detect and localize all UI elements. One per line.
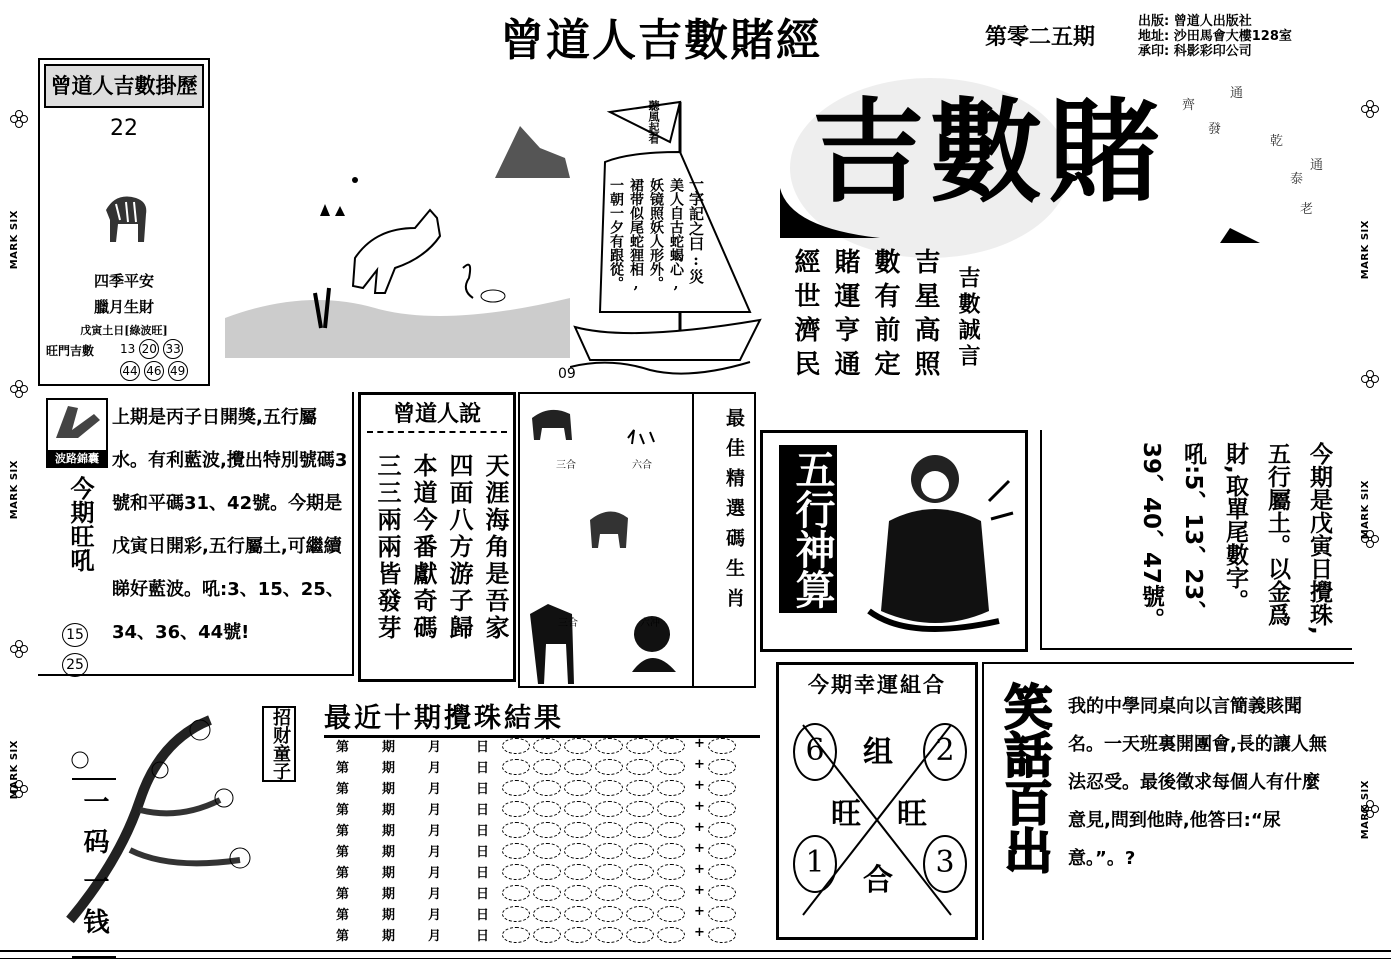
result-month: 月 — [428, 803, 442, 818]
result-ball-slot — [502, 822, 530, 838]
result-special-slot — [708, 885, 736, 901]
result-day: 日 — [476, 929, 490, 944]
result-ball-slot — [595, 864, 623, 880]
joke-title: 笑話百出 — [996, 682, 1052, 874]
this-issue-box — [1040, 430, 1352, 650]
result-ball-slot — [626, 801, 654, 817]
zeng-column: 本道今番獻奇碼 — [409, 453, 438, 642]
result-issue: 第 — [336, 761, 350, 776]
tiger-illustration — [96, 180, 156, 250]
result-ball-slot — [595, 759, 623, 775]
wave-text: 上期是丙子日開獎,五行屬水。有利藍波,攪出特別號碼3號和平碼31、42號。今期是戊寅日開彩,五行屬土,可繼續睇好藍波。吼:3、15、25、34、36、44號! — [112, 407, 348, 643]
result-ball-slot — [626, 738, 654, 754]
jishu-side-text: 吉數誠言 — [955, 266, 981, 370]
result-period: 期 — [382, 740, 396, 755]
result-issue: 第 — [336, 740, 350, 755]
result-ball-slot — [595, 801, 623, 817]
result-ball-slot — [657, 864, 685, 880]
scatter-char: 發 — [1208, 122, 1222, 137]
result-ball-slot — [564, 780, 592, 796]
result-day: 日 — [476, 824, 490, 839]
lucky-number: 44 — [120, 361, 140, 381]
combo-center-left: 旺 — [831, 797, 861, 832]
result-ball-slot — [564, 759, 592, 775]
joke-text: 我的中學同桌向以言簡義賅聞名。一天班裏開團會,長的讓人無法忍受。最後徵求每個人有什麼意見,問到他時,他答曰:“尿意。”。? — [1068, 696, 1327, 869]
paper-title: 曾道人吉數賭經 — [500, 15, 822, 66]
combo-number: 6 — [793, 723, 837, 781]
result-ball-slot — [595, 738, 623, 754]
result-ball-slot — [657, 885, 685, 901]
result-special-slot — [708, 906, 736, 922]
almanac-day: 22 — [110, 116, 138, 141]
result-period: 期 — [382, 803, 396, 818]
result-ball-slot — [564, 822, 592, 838]
lucky-combo-title: 今期幸運組合 — [808, 673, 946, 697]
side-label: MARK SIX — [9, 210, 20, 270]
side-label: MARK SIX — [9, 460, 20, 520]
scatter-char: 齊 — [1182, 98, 1196, 113]
result-plus: + — [694, 778, 705, 793]
result-ball-slot — [657, 927, 685, 943]
result-ball-slot — [502, 759, 530, 775]
wuxing-box — [760, 430, 1028, 652]
lucky-number: 49 — [168, 361, 188, 381]
almanac-title: 曾道人吉數掛歷 — [44, 64, 204, 108]
lucky-combo-box — [776, 662, 978, 940]
side-label: MARK SIX — [9, 740, 20, 800]
flower-icon — [10, 380, 28, 398]
result-month: 月 — [428, 761, 442, 776]
result-period: 期 — [382, 887, 396, 902]
page-number: 09 — [558, 366, 576, 382]
lucky-numbers — [120, 338, 210, 382]
result-day: 日 — [476, 740, 490, 755]
result-special-slot — [708, 759, 736, 775]
result-row — [336, 841, 756, 862]
address-label: 地址: — [1138, 29, 1170, 44]
banner-title: 吉數賭 — [812, 88, 1166, 218]
combo-center-right: 旺 — [897, 797, 927, 832]
zeng-column: 四面八方游子歸 — [445, 453, 474, 642]
result-ball-slot — [626, 885, 654, 901]
result-ball-slot — [564, 843, 592, 859]
lucky-number: 33 — [163, 339, 183, 359]
result-ball-slot — [533, 885, 561, 901]
result-row — [336, 925, 756, 946]
result-plus: + — [694, 736, 705, 751]
result-row — [336, 799, 756, 820]
result-plus: + — [694, 904, 705, 919]
title-underline — [367, 431, 507, 433]
boat-poem-line: 妖镜照妖人形外。 — [648, 178, 664, 290]
side-label: MARK SIX — [1360, 220, 1371, 280]
result-period: 期 — [382, 782, 396, 797]
result-ball-slot — [626, 906, 654, 922]
result-month: 月 — [428, 845, 442, 860]
combo-center-top: 组 — [863, 735, 893, 770]
zodiac-label: 三合 — [556, 460, 576, 471]
fox-landscape-illustration — [225, 118, 570, 358]
wave-lucky-box — [38, 392, 354, 676]
result-ball-slot — [564, 885, 592, 901]
result-ball-slot — [533, 843, 561, 859]
result-ball-slot — [564, 927, 592, 943]
result-issue: 第 — [336, 866, 350, 881]
result-ball-slot — [626, 780, 654, 796]
banner-scatter — [1160, 80, 1350, 220]
result-ball-slot — [502, 927, 530, 943]
this-issue-text: 今期是戊寅日攪珠,五行屬土。以金爲財,取單尾數字。吼:5、13、23、39、40、47號。 — [1138, 442, 1332, 635]
flower-icon — [10, 640, 28, 658]
result-ball-slot — [595, 927, 623, 943]
result-special-slot — [708, 843, 736, 859]
zodiac-box — [518, 392, 756, 688]
publisher-label: 出版: — [1138, 14, 1170, 29]
combo-center-bottom: 合 — [863, 863, 893, 898]
result-issue: 第 — [336, 929, 350, 944]
result-period: 期 — [382, 761, 396, 776]
result-month: 月 — [428, 866, 442, 881]
result-month: 月 — [428, 824, 442, 839]
result-special-slot — [708, 738, 736, 754]
result-ball-slot — [564, 864, 592, 880]
result-month: 月 — [428, 782, 442, 797]
combo-number: 2 — [923, 723, 967, 781]
result-ball-slot — [657, 843, 685, 859]
poem-column: 吉星高照 — [910, 248, 940, 384]
right-side-strip — [1357, 40, 1385, 950]
issue-number: 第零二五期 — [985, 25, 1096, 50]
result-ball-slot — [595, 822, 623, 838]
recent-results — [312, 696, 764, 946]
poem-column: 經世濟民 — [790, 248, 820, 384]
result-ball-slot — [502, 780, 530, 796]
publisher-name: 曾道人出版社 — [1173, 14, 1252, 29]
zodiac-label: 六合 — [632, 460, 652, 471]
zodiac-label: 六冲 — [640, 618, 660, 629]
result-ball-slot — [626, 864, 654, 880]
zeng-column: 天涯海角是吾家 — [481, 453, 510, 642]
flower-icon — [1361, 370, 1379, 388]
result-ball-slot — [533, 801, 561, 817]
result-ball-slot — [533, 864, 561, 880]
result-ball-slot — [595, 906, 623, 922]
result-ball-slot — [533, 780, 561, 796]
result-ball-slot — [595, 843, 623, 859]
left-side-strip — [6, 40, 34, 950]
result-special-slot — [708, 801, 736, 817]
wave-circled-number: 15 — [62, 623, 88, 647]
result-plus: + — [694, 820, 705, 835]
wuxing-title: 五行神算 — [779, 445, 837, 613]
result-plus: + — [694, 757, 705, 772]
side-label: MARK SIX — [1360, 480, 1371, 540]
result-ball-slot — [533, 738, 561, 754]
result-row — [336, 820, 756, 841]
bottom-rule — [0, 958, 1391, 959]
recent-title: 最近十期攪珠結果 — [324, 696, 760, 738]
result-month: 月 — [428, 740, 442, 755]
result-special-slot — [708, 864, 736, 880]
result-issue: 第 — [336, 845, 350, 860]
result-day: 日 — [476, 887, 490, 902]
result-period: 期 — [382, 908, 396, 923]
wave-badge-label: 波路錦囊 — [48, 450, 106, 466]
scatter-char: 通 — [1230, 86, 1244, 101]
result-ball-slot — [657, 759, 685, 775]
result-day: 日 — [476, 845, 490, 860]
almanac-box — [38, 58, 210, 386]
boat-poem-line: 一朝一夕有跟從。 — [608, 178, 624, 290]
result-special-slot — [708, 927, 736, 943]
zodiac-label: 三合 — [558, 618, 578, 629]
result-row — [336, 862, 756, 883]
result-month: 月 — [428, 929, 442, 944]
result-day: 日 — [476, 761, 490, 776]
lucky-number: 13 — [120, 342, 136, 356]
wave-circled — [62, 620, 88, 680]
result-month: 月 — [428, 908, 442, 923]
poem-column: 數有前定 — [870, 248, 900, 384]
result-ball-slot — [595, 885, 623, 901]
result-ball-slot — [502, 864, 530, 880]
boat-poem-line: 裙带似尾蛇狸相, — [628, 178, 644, 292]
lucky-label: 旺門吉數 — [46, 344, 95, 358]
result-ball-slot — [533, 927, 561, 943]
result-ball-slot — [533, 822, 561, 838]
result-ball-slot — [626, 927, 654, 943]
result-period: 期 — [382, 929, 396, 944]
result-plus: + — [694, 799, 705, 814]
zodiac-animals — [520, 394, 690, 686]
result-period: 期 — [382, 866, 396, 881]
result-ball-slot — [502, 885, 530, 901]
result-ball-slot — [502, 906, 530, 922]
coin-phrase: 一码一钱 — [72, 778, 116, 958]
lucky-number: 20 — [139, 339, 159, 359]
printer-name: 科影彩印公司 — [1173, 44, 1252, 59]
result-ball-slot — [657, 738, 685, 754]
result-special-slot — [708, 822, 736, 838]
flower-icon — [10, 780, 28, 798]
bottom-rule — [0, 950, 1391, 952]
result-ball-slot — [564, 738, 592, 754]
result-ball-slot — [657, 822, 685, 838]
result-plus: + — [694, 841, 705, 856]
result-ball-slot — [657, 906, 685, 922]
result-plus: + — [694, 883, 705, 898]
zodiac-divider — [692, 394, 694, 686]
zeng-says-title: 曾道人說 — [392, 402, 481, 427]
flower-icon — [1361, 800, 1379, 818]
result-day: 日 — [476, 803, 490, 818]
result-day: 日 — [476, 866, 490, 881]
result-ball-slot — [657, 780, 685, 796]
side-label: MARK SIX — [1360, 780, 1371, 840]
jishu-poem — [786, 248, 946, 418]
result-ball-slot — [502, 801, 530, 817]
result-ball-slot — [533, 759, 561, 775]
hand-icon — [48, 400, 106, 444]
zodiac-side-text: 最佳精選碼生肖 — [723, 408, 745, 618]
coin-child-label: 招财童子 — [262, 706, 296, 782]
result-row — [336, 904, 756, 925]
result-ball-slot — [533, 906, 561, 922]
zeng-column: 三三兩兩皆發芽 — [373, 453, 402, 642]
result-day: 日 — [476, 908, 490, 923]
combo-number: 3 — [923, 835, 967, 893]
result-plus: + — [694, 862, 705, 877]
result-ball-slot — [564, 906, 592, 922]
flower-icon — [10, 110, 28, 128]
wave-badge — [46, 398, 108, 468]
boat-flag-text: 聽風起看 — [647, 100, 660, 144]
result-ball-slot — [626, 843, 654, 859]
printer-label: 承印: — [1138, 44, 1170, 59]
result-month: 月 — [428, 887, 442, 902]
combo-number: 1 — [793, 835, 837, 893]
result-issue: 第 — [336, 824, 350, 839]
flower-icon — [1361, 530, 1379, 548]
scatter-char: 老 — [1300, 202, 1314, 217]
scatter-char: 泰 — [1290, 172, 1304, 187]
results-table — [336, 736, 756, 946]
address-value: 沙田馬會大樓128室 — [1173, 29, 1292, 44]
result-issue: 第 — [336, 887, 350, 902]
result-row — [336, 778, 756, 799]
result-ball-slot — [595, 780, 623, 796]
boat-poem-title: 一字記之曰:災 — [687, 176, 705, 284]
result-row — [336, 757, 756, 778]
flower-icon — [1361, 100, 1379, 118]
wave-circled-number: 25 — [62, 653, 88, 677]
wave-label: 今期旺吼 — [66, 476, 95, 572]
zeng-says-box — [358, 392, 516, 682]
result-day: 日 — [476, 782, 490, 797]
result-issue: 第 — [336, 803, 350, 818]
result-ball-slot — [502, 738, 530, 754]
result-issue: 第 — [336, 908, 350, 923]
result-ball-slot — [626, 759, 654, 775]
almanac-line-1: 四季平安 — [93, 272, 154, 290]
almanac-line-2: 臘月生財 — [93, 298, 154, 316]
result-ball-slot — [564, 801, 592, 817]
result-row — [336, 736, 756, 757]
poem-column: 賭運亨通 — [830, 248, 860, 384]
publisher-info — [1138, 14, 1292, 59]
result-row — [336, 883, 756, 904]
lucky-number: 46 — [144, 361, 164, 381]
joke-box — [982, 662, 1354, 940]
result-ball-slot — [626, 822, 654, 838]
scatter-char: 通 — [1310, 158, 1324, 173]
almanac-line-3: 戊寅土日[綠波旺] — [80, 324, 168, 337]
result-plus: + — [694, 925, 705, 940]
result-ball-slot — [502, 843, 530, 859]
result-period: 期 — [382, 824, 396, 839]
result-period: 期 — [382, 845, 396, 860]
result-issue: 第 — [336, 782, 350, 797]
boat-poem-line: 美人自古蛇蝎心, — [668, 178, 684, 292]
scatter-char: 乾 — [1270, 134, 1284, 149]
result-ball-slot — [657, 801, 685, 817]
deity-illustration — [849, 441, 1019, 645]
result-special-slot — [708, 780, 736, 796]
